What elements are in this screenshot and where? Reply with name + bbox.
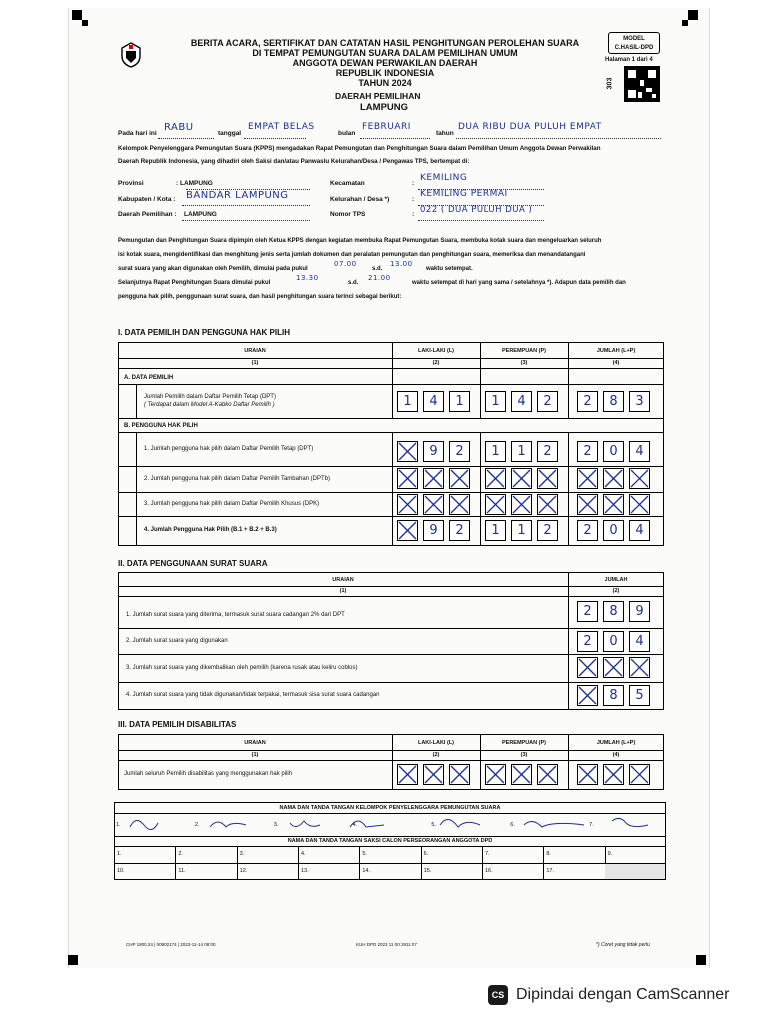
daerah-value: LAMPUNG [360, 102, 409, 113]
kpps-signature-number: 1. [116, 822, 121, 828]
kelurahan-colon: : [412, 196, 415, 203]
digit-box: 0 [603, 520, 624, 541]
s1-sub-1: (1) [251, 360, 259, 366]
footer-note: *) Coret yang tidak perlu [596, 942, 650, 948]
crossed-box [511, 468, 532, 489]
s1-header-jumlah: JUMLAH (L+P) [596, 348, 636, 354]
crossed-box [485, 494, 506, 515]
crossed-box [629, 494, 650, 515]
s1-row-a1-line1: Jumlah Pemilih dalam Daftar Pemilih Tetap (DPT) [144, 394, 276, 400]
crossed-box [537, 764, 558, 785]
saksi-signature-number: 16. [485, 868, 493, 874]
s1-row-b4-label: 4. Jumlah Pengguna Hak Pilih (B.1 + B.2 + B.3) [144, 527, 277, 533]
box: 2 [577, 391, 598, 412]
crossed-box [511, 494, 532, 515]
digit-box: 2 [577, 631, 598, 652]
kecamatan-colon: : [412, 180, 415, 187]
digit-box: 8 [603, 685, 624, 706]
saksi-signature-number: 13. [301, 868, 309, 874]
title-line-2: DI TEMPAT PEMUNGUTAN SUARA DALAM PEMILIHAN UMUM [252, 48, 518, 58]
dapil-value: LAMPUNG [184, 211, 217, 218]
s3-sub-1: (1) [251, 752, 259, 758]
crossed-box [603, 468, 624, 489]
kecamatan-label: Kecamatan [330, 180, 365, 187]
saksi-signature-number: 2. [178, 851, 183, 857]
s3-perempuan-boxes [485, 764, 558, 785]
start-time-1: 07.00 [334, 260, 357, 268]
tanggal-label: tanggal [218, 130, 242, 137]
crossed-box [485, 764, 506, 785]
box: 4 [423, 391, 444, 412]
saksi-signature-title: NAMA DAN TANDA TANGAN SAKSI CALON PERSEORANGAN ANGGOTA DPD [287, 838, 493, 844]
saksi-signature-number: 9. [607, 851, 613, 857]
crossed-box [449, 764, 470, 785]
saksi-signature-number: 7. [485, 851, 490, 857]
corner-mark-bottom-right [696, 955, 706, 965]
s1-row-a1-line2: ( Terdapat dalam Model A-Kabko Daftar Pemilih ) [144, 402, 275, 408]
crossed-box [511, 764, 532, 785]
s1-sub-4: (4) [612, 360, 620, 366]
digit-box: 2 [449, 441, 470, 462]
s2-header-jumlah: JUMLAH [604, 577, 628, 583]
crossed-box [629, 764, 650, 785]
tps-colon: : [412, 211, 415, 218]
s3-jumlah-boxes [577, 764, 650, 785]
s3-sub-3: (3) [520, 752, 528, 758]
s1-header-perempuan: PEREMPUAN (P) [501, 348, 546, 354]
body-line-4b: s.d. [348, 280, 359, 286]
s1-a1-perempuan-boxes [485, 391, 558, 412]
kabupaten-label: Kabupaten / Kota : [118, 196, 176, 203]
box: 4 [511, 391, 532, 412]
body-line-3a: surat suara yang akan digunakan oleh Pemilih, dimulai pada pukul [118, 266, 308, 272]
s2-row-2-label: 2. Jumlah surat suara yang digunakan [126, 638, 228, 644]
section-1-title: I. DATA PEMILIH DAN PENGGUNA HAK PILIH [118, 328, 290, 337]
s3-header-uraian: URAIAN [244, 740, 266, 746]
tanggal-value: EMPAT BELAS [248, 122, 315, 132]
saksi-signature-number: 15. [423, 868, 432, 874]
crossed-box [449, 468, 470, 489]
s1-sub-3: (3) [520, 360, 528, 366]
tps-label: Nomor TPS [330, 211, 366, 218]
crossed-box [397, 494, 418, 515]
saksi-signature-number: 11. [178, 868, 186, 874]
s2-header-uraian: URAIAN [332, 577, 354, 583]
s1-row-b3-label: 3. Jumlah pengguna hak pilih dalam Daftar Pemilih Khusus (DPK) [144, 501, 320, 507]
box: 1 [449, 391, 470, 412]
kelurahan-value: KEMILING PERMAI [420, 189, 508, 199]
s3-sub-4: (4) [612, 752, 620, 758]
s1-b2-laki-boxes [397, 468, 470, 489]
tahun-label: tahun [436, 130, 454, 137]
s1-group-b: B. PENGGUNA HAK PILIH [124, 423, 198, 429]
camscanner-watermark [488, 985, 729, 1005]
digit-box: 5 [629, 685, 650, 706]
pada-hari-label: Pada hari ini [118, 130, 157, 137]
saksi-cell-divider [175, 846, 176, 880]
s1-header-uraian: URAIAN [244, 348, 266, 354]
tahun-value: DUA RIBU DUA PULUH EMPAT [458, 122, 602, 132]
saksi-cell-divider [298, 846, 299, 880]
crossed-box [397, 520, 418, 541]
digit-box: 8 [603, 601, 624, 622]
digit-box: 1 [485, 520, 506, 541]
crossed-box [423, 468, 444, 489]
digit-box: 4 [629, 520, 650, 541]
s2-row-2-boxes [577, 631, 650, 652]
crossed-box [603, 494, 624, 515]
kabupaten-value: BANDAR LAMPUNG [186, 190, 289, 201]
saksi-signature-number: 8. [546, 851, 551, 857]
title-line-5: TAHUN 2024 [358, 78, 412, 88]
kpps-signature-number: 4. [352, 822, 358, 828]
s2-sub-1: (1) [339, 588, 347, 594]
digit-box: 2 [577, 520, 598, 541]
s3-header-perempuan: PEREMPUAN (P) [501, 740, 546, 746]
intro-line-2: Daerah Republik Indonesia, yang dihadiri oleh Saksi dan/atau Panwaslu Kelurahan/Desa / Pengawas TPS, bertempat di: [118, 158, 470, 165]
digit-box: 0 [603, 631, 624, 652]
body-line-4a: Selanjutnya Rapat Penghitungan Suara dimulai pukul [118, 280, 271, 286]
crossed-box [537, 494, 558, 515]
saksi-cell-divider [359, 846, 360, 880]
bulan-label: bulan [338, 130, 356, 137]
dapil-label: Daerah Pemilihan : [118, 211, 177, 218]
digit-box: 1 [511, 520, 532, 541]
kpps-signature-scribbles [114, 813, 666, 836]
page-indicator: Halaman 1 dari 4 [605, 57, 653, 63]
crossed-box [423, 764, 444, 785]
box: 2 [537, 391, 558, 412]
corner-mark-bottom-left [68, 955, 78, 965]
s1-a1-jumlah-boxes [577, 391, 650, 412]
s2-row-3-boxes [577, 657, 650, 678]
corner-mark-top-left [72, 10, 82, 20]
model-label: MODEL [623, 36, 645, 42]
form-title [175, 38, 595, 88]
digit-box: 4 [629, 631, 650, 652]
corner-mark-top-right-inner [682, 20, 688, 26]
crossed-box [537, 468, 558, 489]
kpps-signature-title: NAMA DAN TANDA TANGAN KELOMPOK PENYELENGGARA PEMUNGUTAN SUARA [279, 805, 501, 811]
body-line-3b: s.d. [372, 266, 383, 272]
s1-b2-jumlah-boxes [577, 468, 650, 489]
saksi-signature-number: 10. [117, 868, 125, 874]
s1-b2-perempuan-boxes [485, 468, 558, 489]
intro-line-1: Kelompok Penyelenggara Pemungutan Suara (KPPS) mengadakan Rapat Pemungutan dan Penghitungan Suara dalam Pemilihan Umum Anggota Dewan Perwakilan [118, 145, 601, 152]
digit-box: 1 [511, 441, 532, 462]
crossed-box [397, 441, 418, 462]
crossed-box [577, 494, 598, 515]
crossed-box [485, 468, 506, 489]
s1-b4-laki-boxes [397, 520, 470, 541]
kpps-signature-number: 3. [273, 822, 279, 828]
s3-row-label: Jumlah seluruh Pemilih disabilitas yang menggunakan hak pilih [124, 771, 293, 777]
s2-row-1-boxes [577, 601, 650, 622]
title-line-3: ANGGOTA DEWAN PERWAKILAN DAERAH [292, 58, 478, 68]
saksi-signature-number: 1. [117, 851, 122, 857]
s1-a1-laki-boxes [397, 391, 470, 412]
start-time-2: 13.30 [296, 274, 319, 282]
kpps-signature-number: 6. [510, 822, 515, 828]
crossed-box [577, 764, 598, 785]
s1-b4-jumlah-boxes [577, 520, 650, 541]
s1-b3-laki-boxes [397, 494, 470, 515]
model-code: C.HASIL-DPD [614, 45, 654, 51]
body-line-5: pengguna hak pilih, penggunaan surat suara, dan hasil penghitungan suara terinci sebagai berikut: [118, 294, 402, 300]
saksi-cell-divider [237, 846, 238, 880]
digit-box: 9 [629, 601, 650, 622]
saksi-signature-number: 6. [423, 851, 429, 857]
digit-box: 2 [449, 520, 470, 541]
bulan-value: FEBRUARI [362, 122, 411, 132]
saksi-signature-number: 5. [362, 851, 367, 857]
digit-box: 9 [423, 441, 444, 462]
s3-header-jumlah: JUMLAH (L+P) [596, 740, 636, 746]
s1-b4-perempuan-boxes [485, 520, 558, 541]
crossed-box [629, 657, 650, 678]
s3-laki-boxes [397, 764, 470, 785]
daerah-label: DAERAH PEMILIHAN [335, 91, 421, 101]
s2-row-4-boxes [577, 685, 650, 706]
crossed-box [577, 657, 598, 678]
digit-box: 4 [629, 441, 650, 462]
hari-value: RABU [164, 122, 194, 133]
section-3-title: III. DATA PEMILIH DISABILITAS [118, 720, 237, 729]
s1-b1-perempuan-boxes [485, 441, 558, 462]
s1-b1-laki-boxes [397, 441, 470, 462]
s1-header-laki: LAKI-LAKI (L) [417, 348, 455, 354]
digit-box: 9 [423, 520, 444, 541]
end-time-2: 21.00 [368, 274, 391, 282]
title-line-4: REPUBLIK INDONESIA [335, 68, 435, 78]
digit-box: 2 [537, 520, 558, 541]
tps-value: 022 ( DUA PULUH DUA ) [420, 205, 533, 215]
s3-header-laki: LAKI-LAKI (L) [417, 740, 455, 746]
model-badge [608, 32, 660, 54]
body-line-2: isi kotak suara, mengidentifikasi dan menghitung jenis serta jumlah dokumen dan peralatan pemungutan dan penghitungan suara, memeriksa dan menandatangani [118, 252, 586, 258]
digit-box: 2 [537, 441, 558, 462]
crossed-box [449, 494, 470, 515]
title-line-1: BERITA ACARA, SERTIFIKAT DAN CATATAN HASIL PENGHITUNGAN PEROLEHAN SUARA [190, 38, 580, 48]
body-line-4c: waktu setempat di hari yang sama / setelahnya *). Adapun data pemilih dan [412, 280, 626, 286]
s1-b1-jumlah-boxes [577, 441, 650, 462]
camscanner-logo-icon: CS [488, 985, 508, 1005]
digit-box: 0 [603, 441, 624, 462]
section-2-title: II. DATA PENGGUNAAN SURAT SUARA [118, 559, 268, 568]
kecamatan-value: KEMILING [420, 173, 468, 183]
crossed-box [629, 468, 650, 489]
saksi-signature-number: 3. [239, 851, 245, 857]
crossed-box [577, 468, 598, 489]
crossed-box [397, 468, 418, 489]
crossed-box [603, 764, 624, 785]
crossed-box [423, 494, 444, 515]
s2-sub-2: (2) [612, 588, 620, 594]
s3-sub-2: (2) [432, 752, 440, 758]
crossed-box [397, 764, 418, 785]
saksi-cell-divider [543, 846, 544, 880]
kpps-signature-number: 2. [194, 822, 200, 828]
digit-box: 2 [577, 441, 598, 462]
kpu-logo-icon [120, 42, 142, 68]
saksi-signature-number: 12. [239, 868, 248, 874]
body-line-1: Pemungutan dan Penghitungan Suara dipimpin oleh Ketua KPPS dengan kegiatan membuka Rapat Pemungutan Suara, membuka kotak suara dan mengeluarkan seluruh [118, 238, 602, 244]
s1-group-a: A. DATA PEMILIH [124, 375, 174, 381]
saksi-cell-divider [421, 846, 422, 880]
kpps-signature-number: 5. [431, 822, 437, 828]
footer-center-code: KUH DPD 2023 11 00 2811 07 [356, 942, 417, 947]
s1-row-b1-label: 1. Jumlah pengguna hak pilih dalam Daftar Pemilih Tetap (DPT) [144, 446, 314, 452]
crossed-box [577, 685, 598, 706]
s2-row-3-label: 3. Jumlah surat suara yang dikembalikan oleh pemilih (karena rusak atau keliru coblos) [126, 665, 358, 671]
s1-row-b2-label: 2. Jumlah pengguna hak pilih dalam Daftar Pemilih Tambahan (DPTb) [144, 476, 330, 482]
digit-box: 2 [577, 601, 598, 622]
box: 3 [629, 391, 650, 412]
side-code: 303 [606, 77, 614, 90]
saksi-cell-divider [482, 846, 483, 880]
camscanner-text: Dipindai dengan CamScanner [516, 986, 730, 1003]
box: 1 [397, 391, 418, 412]
box: 8 [603, 391, 624, 412]
saksi-signature-number: 17. [546, 868, 554, 874]
corner-mark-top-right [688, 10, 698, 20]
digit-box: 1 [485, 441, 506, 462]
saksi-signature-number: 14. [362, 868, 370, 874]
kpps-signature-number: 7. [589, 822, 594, 828]
qr-code-icon [624, 66, 660, 102]
box: 1 [485, 391, 506, 412]
s1-b3-jumlah-boxes [577, 494, 650, 515]
shaded-cell [605, 864, 665, 879]
s1-sub-2: (2) [432, 360, 440, 366]
footer-left-code: CHP 1800.24 | 00802174 | 2023-11-14 08:00 [126, 942, 216, 947]
crossed-box [603, 657, 624, 678]
s2-row-1-label: 1. Jumlah surat suara yang diterima, termasuk surat suara cadangan 2% dari DPT [126, 612, 345, 618]
provinsi-label: Provinsi [118, 180, 144, 187]
corner-mark-top-left-inner [82, 20, 88, 26]
s2-row-4-label: 4. Jumlah surat suara yang tidak digunakan/tidak terpakai, termasuk sisa surat suara cadangan [126, 692, 380, 698]
saksi-signature-number: 4. [301, 851, 306, 857]
provinsi-value: : LAMPUNG [176, 180, 213, 187]
kelurahan-label: Kelurahan / Desa *) [330, 196, 390, 203]
end-time-1: 13.00 [390, 260, 413, 268]
body-line-3c: waktu setempat. [426, 266, 473, 272]
s1-b3-perempuan-boxes [485, 494, 558, 515]
